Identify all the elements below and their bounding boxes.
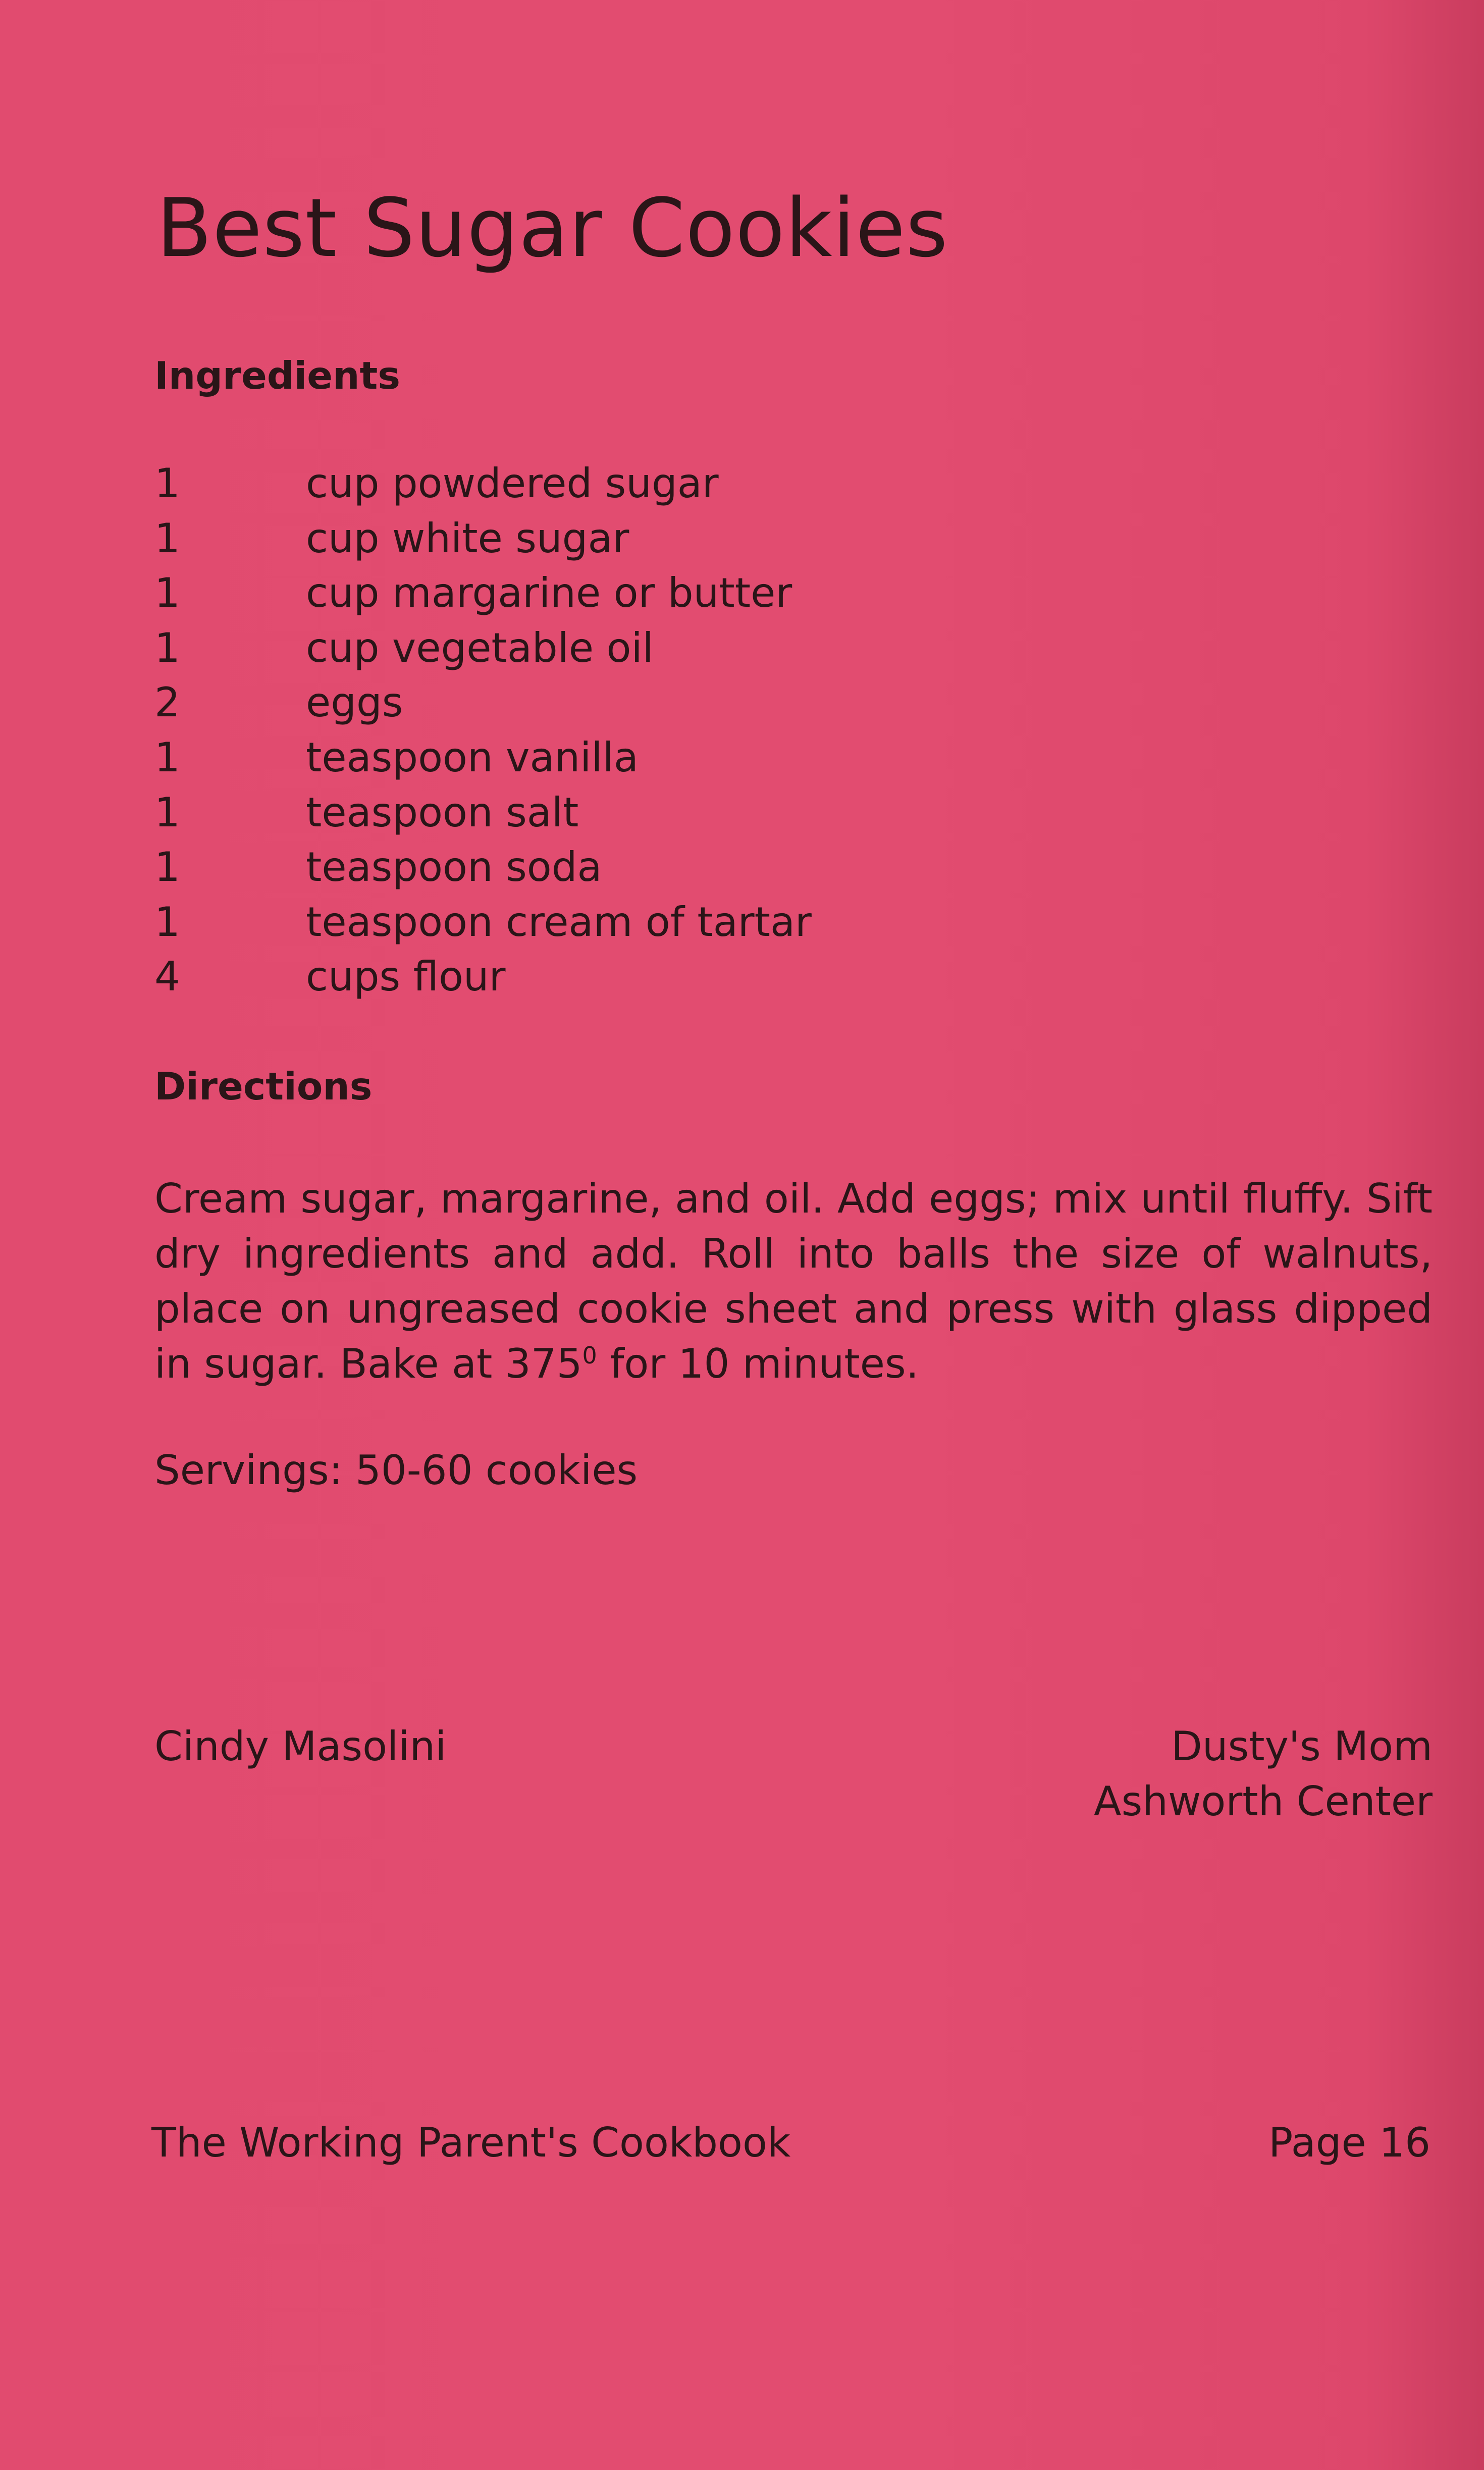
ingredient-row: [154, 456, 1013, 511]
ingredient-item: cup margarine or butter: [306, 569, 792, 617]
directions-ending-text: for 10 minutes.: [597, 1340, 919, 1387]
ingredient-quantity: 4: [154, 953, 180, 1001]
attribution-center: Ashworth Center: [1093, 1778, 1433, 1825]
ingredient-item: cups flour: [306, 953, 506, 1001]
recipe-title: Best Sugar Cookies: [156, 181, 948, 275]
ingredients-heading: Ingredients: [154, 353, 400, 398]
ingredient-row: [154, 621, 1013, 676]
ingredient-quantity: 1: [154, 789, 180, 836]
ingredient-row: [154, 566, 1013, 621]
ingredient-row: [154, 511, 1013, 566]
ingredient-row: [154, 785, 1013, 840]
ingredients-list: [154, 456, 1013, 1005]
ingredient-row: [154, 895, 1013, 950]
footer-book-title: The Working Parent's Cookbook: [151, 2119, 791, 2166]
ingredient-quantity: 1: [154, 844, 180, 891]
footer-page-number: Page 16: [1268, 2119, 1430, 2166]
ingredient-item: teaspoon salt: [306, 789, 579, 836]
recipe-attribution: [1094, 1719, 1433, 1829]
directions-text: [154, 1171, 1433, 1391]
directions-main-text: Cream sugar, margarine, and oil. Add eggs; mix until fluffy. Sift dry ingredients and add. Roll into balls the size of walnuts, place on ungreased cookie sheet and press with glass dipped in sugar. Bake at 375: [154, 1175, 1433, 1387]
ingredient-item: eggs: [306, 679, 403, 726]
ingredient-row: [154, 730, 1013, 785]
ingredient-row: [154, 840, 1013, 895]
degree-mark: 0: [582, 1342, 597, 1369]
ingredient-row: [154, 675, 1013, 730]
ingredient-quantity: 1: [154, 624, 180, 671]
ingredient-item: teaspoon vanilla: [306, 733, 639, 781]
servings-text: Servings: 50-60 cookies: [154, 1447, 638, 1494]
ingredient-row: [154, 950, 1013, 1005]
ingredient-quantity: 1: [154, 569, 180, 617]
ingredient-quantity: 1: [154, 514, 180, 562]
ingredient-item: teaspoon cream of tartar: [306, 898, 812, 945]
ingredient-item: cup white sugar: [306, 514, 629, 562]
ingredient-item: cup vegetable oil: [306, 624, 654, 671]
ingredient-quantity: 2: [154, 679, 180, 726]
ingredient-item: teaspoon soda: [306, 844, 602, 891]
ingredient-quantity: 1: [154, 733, 180, 781]
ingredient-item: cup powdered sugar: [306, 460, 719, 507]
attribution-relation: Dusty's Mom: [1171, 1723, 1433, 1770]
directions-heading: Directions: [154, 1064, 373, 1109]
ingredient-quantity: 1: [154, 460, 180, 507]
ingredient-quantity: 1: [154, 898, 180, 945]
recipe-author: Cindy Masolini: [154, 1723, 447, 1770]
